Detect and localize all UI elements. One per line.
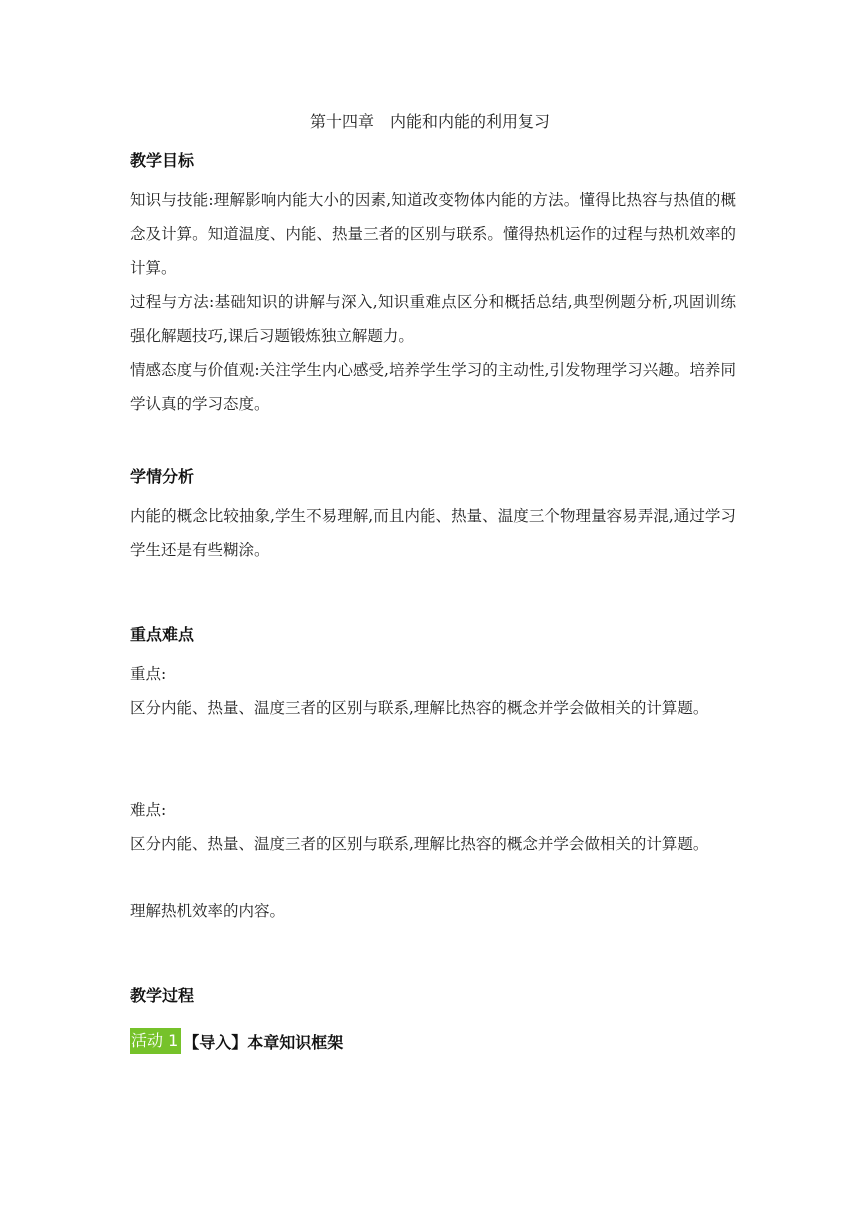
- analysis-paragraph: 内能的概念比较抽象,学生不易理解,而且内能、热量、温度三个物理量容易弄混,通过学习学生还是有些糊涂。: [130, 507, 736, 559]
- focus-paragraph: 区分内能、热量、温度三者的区别与联系,理解比热容的概念并学会做相关的计算题。: [130, 699, 709, 717]
- objectives-process-paragraph: 过程与方法:基础知识的讲解与深入,知识重难点区分和概括总结,典型例题分析,巩固训练强化解题技巧,课后习题锻炼独立解题力。: [130, 293, 736, 345]
- analysis-heading: 学情分析: [130, 467, 195, 486]
- activity-badge: 活动 1: [130, 1028, 181, 1054]
- difficulty-paragraph: 区分内能、热量、温度三者的区别与联系,理解比热容的概念并学会做相关的计算题。: [130, 835, 709, 853]
- difficulty-extra-line: 理解热机效率的内容。: [130, 902, 286, 920]
- key-points-heading: 重点难点: [130, 625, 195, 644]
- document-title: 第十四章 内能和内能的利用复习: [309, 112, 550, 131]
- difficulty-label: 难点:: [130, 801, 167, 819]
- process-heading: 教学过程: [130, 986, 195, 1005]
- activity-title: 【导入】本章知识框架: [183, 1032, 344, 1052]
- objectives-heading: 教学目标: [130, 151, 195, 170]
- focus-label: 重点:: [130, 665, 167, 683]
- objectives-knowledge-paragraph: 知识与技能:理解影响内能大小的因素,知道改变物体内能的方法。懂得比热容与热值的概念及计算。知道温度、内能、热量三者的区别与联系。懂得热机运作的过程与热机效率的计算。: [130, 191, 736, 277]
- activity-1-heading: [130, 1028, 343, 1054]
- objectives-emotion-paragraph: 情感态度与价值观:关注学生内心感受,培养学生学习的主动性,引发物理学习兴趣。培养同学认真的学习态度。: [130, 361, 736, 413]
